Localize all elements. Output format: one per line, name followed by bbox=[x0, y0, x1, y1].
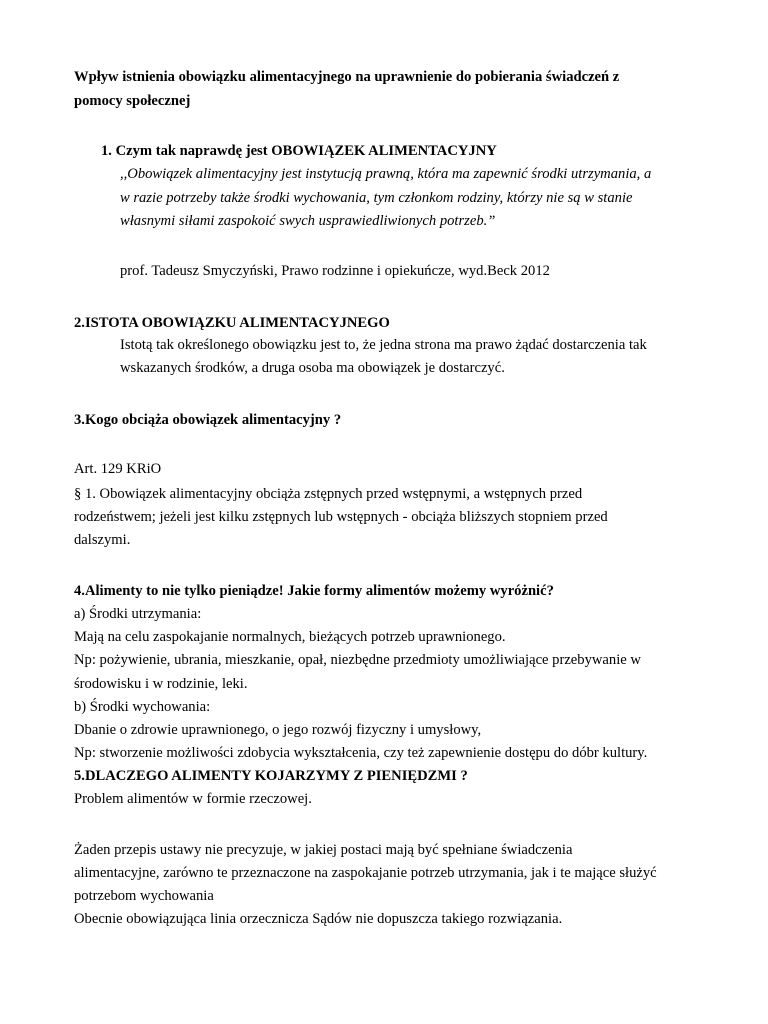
section-3-heading: 3.Kogo obciąża obowiązek alimentacyjny ? bbox=[74, 412, 342, 428]
section-4-line-3: Np: pożywienie, ubrania, mieszkanie, opał, niezbędne przedmioty umożliwiające przebywanie w bbox=[74, 652, 641, 668]
section-4-line-4: środowisku i w rodzinie, leki. bbox=[74, 676, 248, 692]
section-5-heading: 5.DLACZEGO ALIMENTY KOJARZYMY Z PIENIĘDZMI ? bbox=[74, 768, 468, 784]
section-1-quote-line-1: ,,Obowiązek alimentacyjny jest instytucją prawną, która ma zapewnić środki utrzymania, a bbox=[120, 166, 652, 182]
section-3-text-line-1: § 1. Obowiązek alimentacyjny obciąża zstępnych przed wstępnymi, a wstępnych przed bbox=[74, 486, 583, 502]
section-3-article: Art. 129 KRiO bbox=[74, 461, 162, 477]
section-5-para-line-2: alimentacyjne, zarówno te przeznaczone na zaspokajanie potrzeb utrzymania, jak i te mające służyć bbox=[74, 865, 657, 881]
section-5-para-line-3: potrzebom wychowania bbox=[74, 888, 214, 904]
section-1-quote-line-2: w razie potrzeby także środki wychowania, tym członkom rodziny, którzy nie są w stanie bbox=[120, 190, 633, 206]
section-5-subheading: Problem alimentów w formie rzeczowej. bbox=[74, 791, 312, 807]
document-title-line-1: Wpływ istnienia obowiązku alimentacyjnego na uprawnienie do pobierania świadczeń z bbox=[74, 69, 620, 85]
section-1-quote-line-3: własnymi siłami zaspokoić swych usprawiedliwionych potrzeb.” bbox=[120, 213, 496, 229]
section-2-text-line-1: Istotą tak określonego obowiązku jest to, że jedna strona ma prawo żądać dostarczenia tak bbox=[120, 337, 647, 353]
section-4-line-7: Np: stworzenie możliwości zdobycia wykształcenia, czy też zapewnienie dostępu do dóbr kultury. bbox=[74, 745, 648, 761]
section-5-para-line-4: Obecnie obowiązująca linia orzecznicza Sądów nie dopuszcza takiego rozwiązania. bbox=[74, 911, 563, 927]
section-2-heading: 2.ISTOTA OBOWIĄZKU ALIMENTACYJNEGO bbox=[74, 315, 390, 331]
document-title-line-2: pomocy społecznej bbox=[74, 93, 191, 109]
section-4-line-1: a) Środki utrzymania: bbox=[74, 606, 202, 622]
section-1-source: prof. Tadeusz Smyczyński, Prawo rodzinne i opiekuńcze, wyd.Beck 2012 bbox=[120, 263, 550, 279]
section-4-line-5: b) Środki wychowania: bbox=[74, 699, 211, 715]
section-3-text-line-2: rodzeństwem; jeżeli jest kilku zstępnych lub wstępnych - obciąża bliższych stopniem przed bbox=[74, 509, 608, 525]
section-5-para-line-1: Żaden przepis ustawy nie precyzuje, w jakiej postaci mają być spełniane świadczenia bbox=[74, 842, 573, 858]
section-4-line-2: Mają na celu zaspokajanie normalnych, bieżących potrzeb uprawnionego. bbox=[74, 629, 506, 645]
section-3-text-line-3: dalszymi. bbox=[74, 532, 131, 548]
section-1-heading: 1. Czym tak naprawdę jest OBOWIĄZEK ALIMENTACYJNY bbox=[101, 143, 497, 159]
section-2-text-line-2: wskazanych środków, a druga osoba ma obowiązek je dostarczyć. bbox=[120, 360, 505, 376]
section-4-heading: 4.Alimenty to nie tylko pieniądze! Jakie formy alimentów możemy wyróżnić? bbox=[74, 583, 554, 599]
section-4-line-6: Dbanie o zdrowie uprawnionego, o jego rozwój fizyczny i umysłowy, bbox=[74, 722, 482, 738]
